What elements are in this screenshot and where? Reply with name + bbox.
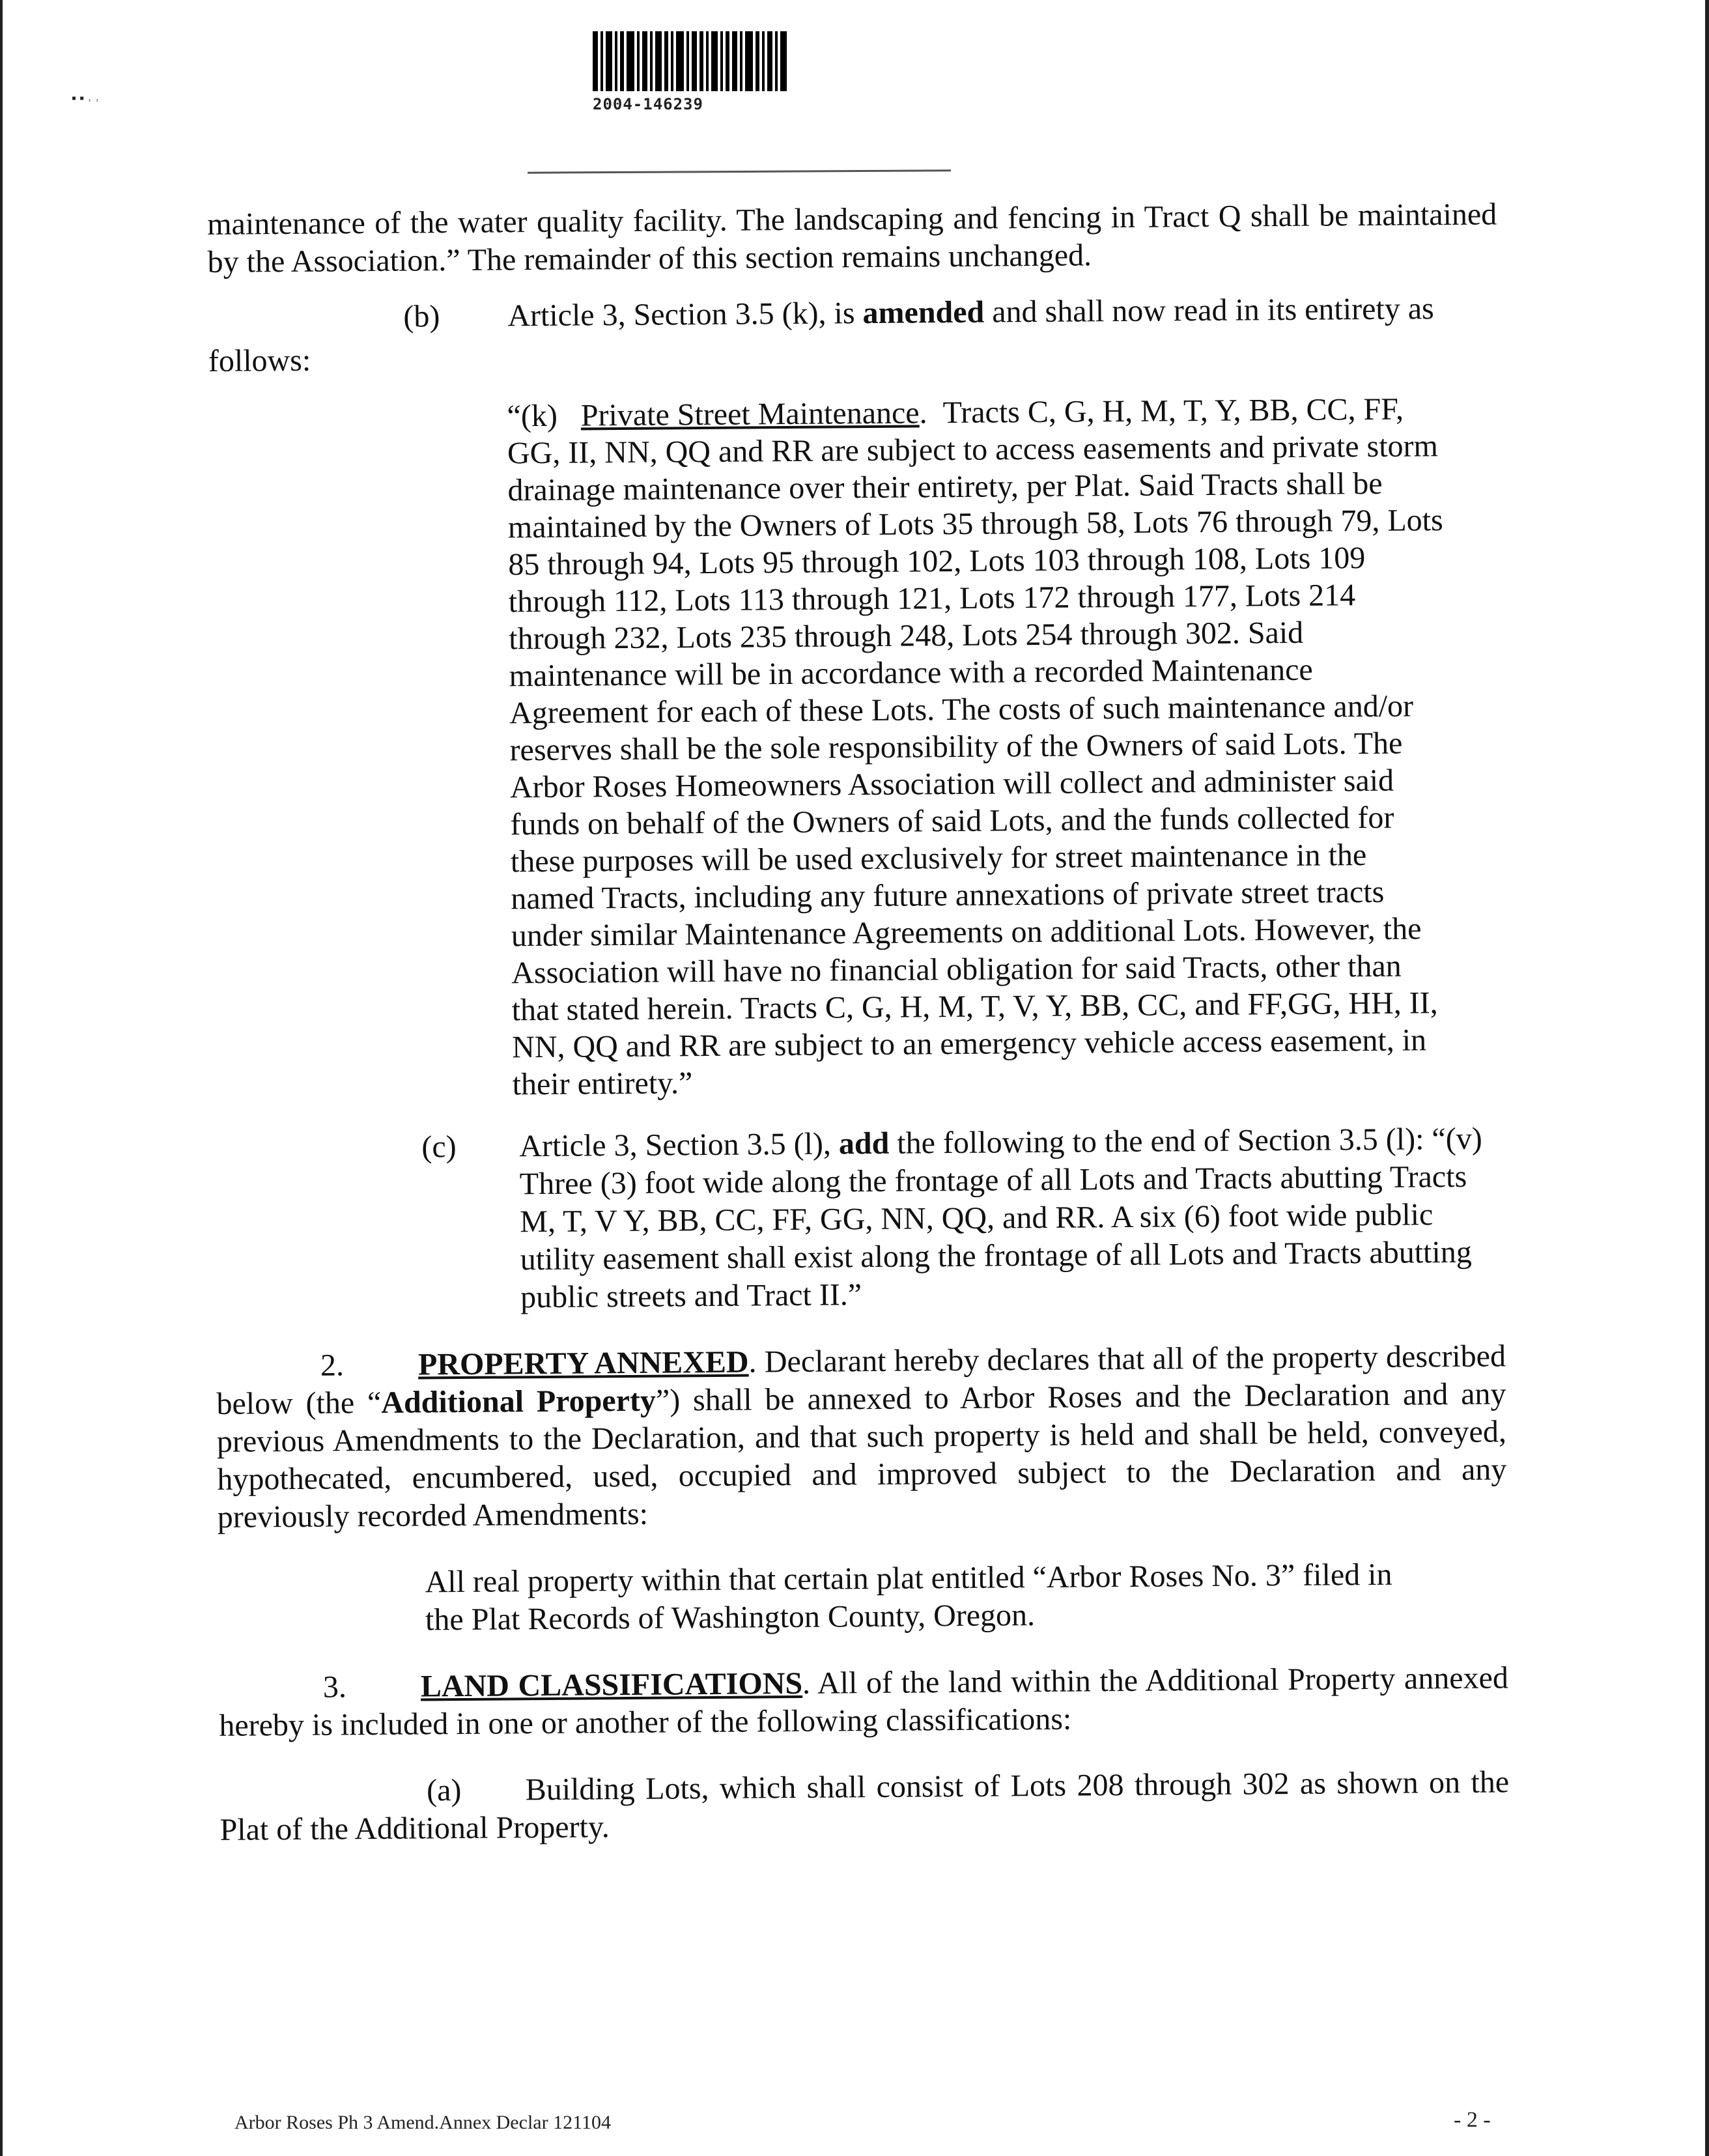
paragraph-b-label: (b) <box>403 299 440 334</box>
section-3-number: 3. <box>322 1669 347 1705</box>
barcode-bar <box>676 31 684 91</box>
barcode-bar <box>732 31 737 91</box>
barcode-bar <box>620 31 624 91</box>
k-body: Tracts C, G, H, M, T, Y, BB, CC, FF, GG, II, NN, QQ and RR are subject to access easements and private storm drainage maintenance over their entirety, per Plat. Said Tracts shall be maintained by the Owners of Lots 35 through 58, Lots 76 through 79, Lots 85 through 94, Lots 95 through 102, Lots 103 through 108, Lots 109 through 112, Lots 113 through 121, Lots 172 through 177, Lots 214 through 232, Lots 235 through 248, Lots 254 through 302. Said maintenance will be in accordance with a recorded Maintenance Agreement for each of these Lots. The costs of such maintenance and/or reserves shall be the sole responsibility of the Owners of said Lots. The Arbor Roses Homeowners Association will collect and administer said funds on behalf of the Owners of said Lots, and the funds collected for these purposes will be used exclusively for street maintenance in the named Tracts, including any future annexations of private street tracts under similar Maintenance Agreements on additional Lots. However, the Association will have no financial obligation for said Tracts, other than that stated herein. Tracts C, G, H, M, T, V, Y, BB, CC, and FF,GG, HH, II, NN, QQ and RR are subject to an emergency vehicle access easement, in their entirety.” <box>507 391 1443 1102</box>
barcode-bar <box>762 31 765 91</box>
paragraph-b <box>208 289 1498 380</box>
barcode-bar <box>745 31 753 91</box>
footer-page-number: - 2 - <box>1454 2108 1491 2132</box>
section-3-heading: LAND CLASSIFICATIONS <box>420 1666 803 1704</box>
barcode-bar <box>775 31 778 91</box>
footer-document-name: Arbor Roses Ph 3 Amend.Annex Declar 121104 <box>234 2112 611 2133</box>
barcode-bar <box>699 31 703 91</box>
barcode-bar <box>606 31 612 91</box>
b-text-before: Article 3, Section 3.5 (k), is <box>507 296 863 333</box>
barcode-bar <box>593 31 598 91</box>
barcode-bar <box>692 31 697 91</box>
quoted-section-k <box>507 390 1456 1103</box>
scan-specks: ▪ ▪ ˒ ˒ <box>72 91 100 106</box>
barcode-bar <box>720 31 723 91</box>
barcode-bar <box>671 31 673 91</box>
section-3 <box>219 1659 1509 1745</box>
barcode-bar <box>664 31 668 91</box>
barcode-bar <box>686 31 689 91</box>
barcode-bar <box>706 31 709 91</box>
barcode-bar <box>740 31 742 91</box>
continuation-paragraph: maintenance of the water quality facility. The landscaping and fencing in Tract Q shall be maintained by the Association.” The remainder of this section remains unchanged. <box>207 197 1497 279</box>
barcode-bar <box>600 31 603 91</box>
section-2 <box>216 1337 1507 1537</box>
barcode-bar <box>615 31 617 91</box>
barcode-bar <box>726 31 729 91</box>
b-text-after: and shall now read in its entirety as <box>984 291 1434 330</box>
barcode-bar <box>655 31 662 91</box>
section-2-heading: PROPERTY ANNEXED <box>417 1344 749 1382</box>
k-title-period: . <box>919 395 927 431</box>
b-text-bold: amended <box>862 294 985 331</box>
paragraph-c-label: (c) <box>421 1129 457 1165</box>
barcode-bar <box>711 31 718 91</box>
c-text-before: Article 3, Section 3.5 (l), <box>519 1126 840 1164</box>
barcode-bar <box>642 31 647 91</box>
section-2-text-1: . Declarant hereby declares that all of the property described below (the “ <box>216 1339 1506 1421</box>
barcode-number: 2004-146239 <box>593 95 703 113</box>
document-body <box>207 195 1510 1849</box>
section-2-number: 2. <box>320 1348 345 1383</box>
paragraph-a-text: Building Lots, which shall consist of Lots 208 through 302 as shown on the Plat of the Additional Property. <box>219 1765 1510 1847</box>
header-rule <box>528 169 951 173</box>
paragraph-b-text <box>507 289 1497 335</box>
barcode-bar <box>637 31 640 91</box>
paragraph-b-follows: follows: <box>208 343 311 378</box>
barcode-bars <box>593 31 892 91</box>
paragraph-a <box>219 1763 1510 1849</box>
c-text-after: the following to the end of Section 3.5 (l): “(v) Three (3) foot wide along the frontage of all Lots and Tracts abutting Tracts M, T, V Y, BB, CC, FF, GG, NN, QQ, and RR. A six (6) foot wide public utility easement shall exist along the frontage of all Lots and Tracts abutting public streets and Tract II.” <box>519 1121 1482 1315</box>
barcode-bar <box>627 31 634 91</box>
barcode-bar <box>756 31 759 91</box>
barcode-bar <box>767 31 772 91</box>
scan-edge-right <box>1705 0 1709 2156</box>
paragraph-c-text <box>519 1120 1505 1316</box>
k-open: “(k) <box>507 398 558 434</box>
k-title: Private Street Maintenance <box>580 395 920 433</box>
barcode-bar <box>780 31 787 91</box>
scan-edge-left <box>0 0 3 2156</box>
c-text-bold: add <box>838 1126 890 1161</box>
section-3-text: . All of the land within the Additional Property annexed hereby is included in one or another of the following classifications: <box>219 1660 1509 1743</box>
property-description: All real property within that certain plat entitled “Arbor Roses No. 3” filed in the Plat Records of Washington County, Oregon. <box>425 1557 1392 1638</box>
barcode-bar <box>650 31 653 91</box>
recording-barcode <box>593 31 892 113</box>
paragraph-c <box>421 1120 1505 1317</box>
paragraph-a-label: (a) <box>426 1773 462 1808</box>
section-2-bold: Additional Property <box>381 1383 657 1420</box>
section-2-text-2: ”) shall be annexed to Arbor Roses and the Declaration and any previous Amendments to the Declaration, and that such property is held and shall be held, conveyed, hypothecated, encumbered, used, occupied and improved subject to the Declaration and any previously recorded Amendments: <box>216 1376 1507 1535</box>
